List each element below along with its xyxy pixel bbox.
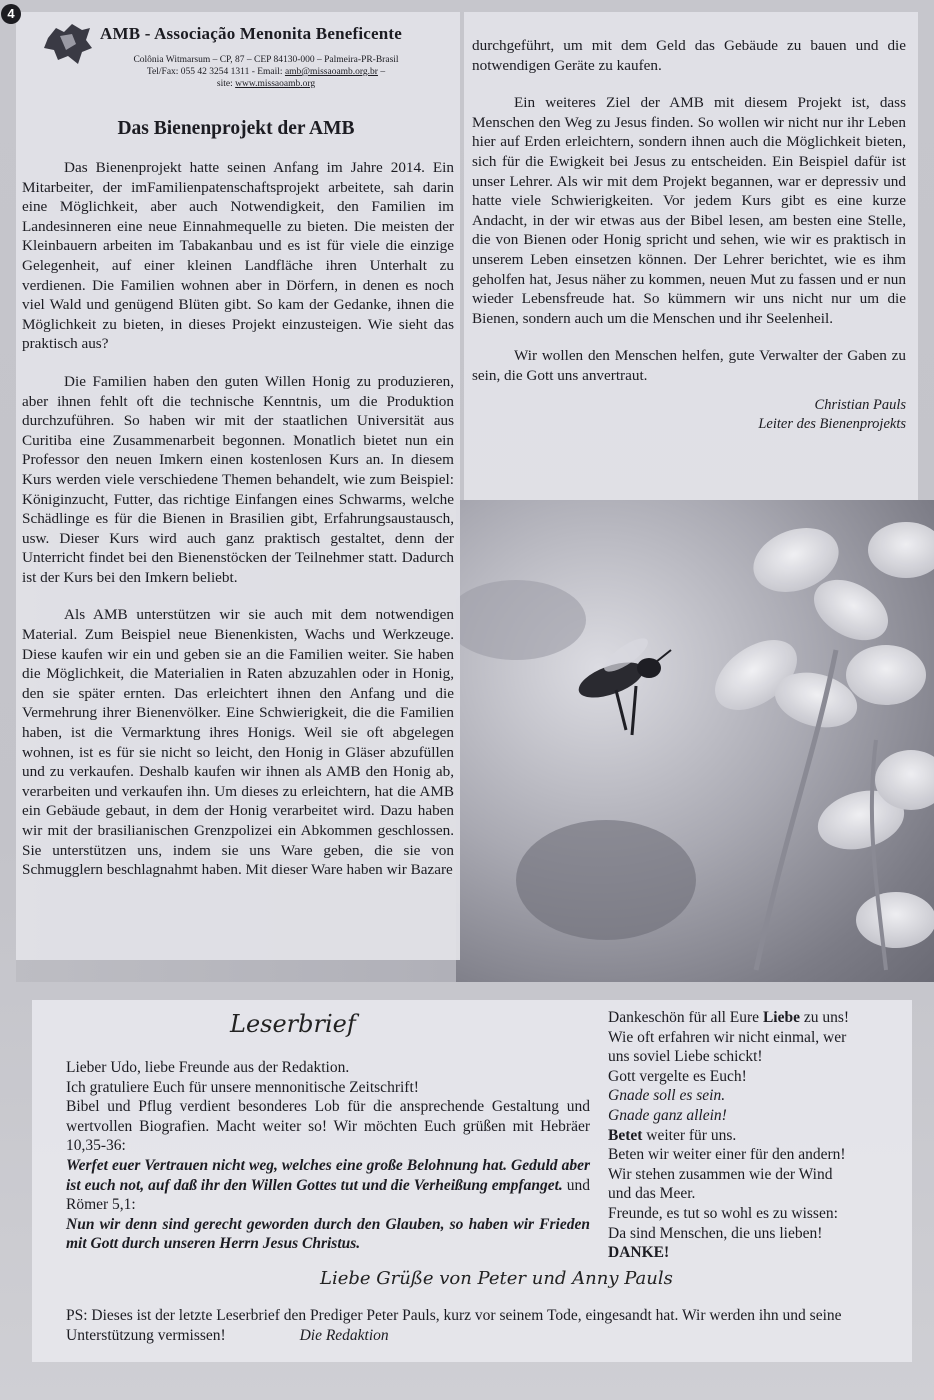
article-paragraph: Als AMB unterstützen wir sie auch mit dem notwendigen Material. Zum Beispiel neue Bienenkisten, Wachs und Werkzeuge. Diese kaufen wir ein und geben sie an die Familien weiter. Sie haben die Möglichkeit, die Materialien in Raten abzuzahlen oder in Honig, den sie später ernten. Das erleichtert ihnen den Anfang und die Vermehrung ihrer Bienenvölker. Eine Schwierigkeit, die die Familien haben, ist die Vermarktung ihres Honigs. Weil sie oft abgelegen wohnen, ist es für sie nicht so leicht, den Honig in Gläser abzufüllen und zu verkaufen. Deshalb kaufen wir ihnen als AMB den Honig ab, verarbeiten und verkaufen ihn. Um dieses zu erleichtern, hat die AMB ein Gebäude gebaut, in dem der Honig verarbeitet wird. Dazu haben wir mit der brasilianischen Grenzpolizei ein Abkommen geschlossen. Sie unterstützen uns, indem sie uns Ware geben, die sie von Schmugglern beschlagnahmt haben. Mit dieser Ware haben wir Bazare: [22, 606, 454, 879]
letter-line: [608, 1126, 898, 1146]
article-continuation: durchgeführt, um mit dem Geld das Gebäude zu bauen und die notwendigen Geräte zu kaufen.: [472, 37, 906, 74]
text: zu uns!: [799, 1009, 850, 1026]
article-title: Das Bienenprojekt der AMB: [117, 118, 355, 139]
bible-quote: [66, 1156, 590, 1215]
letter-line: uns soviel Liebe schickt!: [608, 1048, 763, 1066]
letter-line: Gnade ganz allein!: [608, 1106, 727, 1124]
quote-romans-ref: und Römer 5,1:: [66, 1176, 590, 1214]
site-label: site:: [216, 79, 236, 89]
letter-line: Freunde, es tut so wohl es zu wissen:: [608, 1204, 838, 1222]
letter-line: Ich gratuliere Euch für unsere mennonitische Zeitschrift!: [66, 1078, 419, 1096]
letter-right-column: [608, 1008, 898, 1263]
site-link[interactable]: www.missaoamb.org: [235, 79, 316, 89]
article-paragraph: Wir wollen den Menschen helfen, gute Verwalter der Gaben zu sein, die Gott uns anvertraut.: [472, 347, 906, 384]
contact-label: Tel/Fax: 055 42 3254 1311 - Email:: [146, 67, 285, 77]
org-phone-email: [72, 66, 460, 78]
org-address: Colônia Witmarsum – CP, 87 – CEP 84130-000 – Palmeira-PR-Brasil: [133, 55, 399, 65]
org-name: AMB - Associação Menonita Beneficente: [100, 24, 403, 43]
page-number-badge: 4: [1, 4, 21, 24]
letter-line: Gott vergelte es Euch!: [608, 1067, 747, 1085]
article-paragraph: Ein weiteres Ziel der AMB mit diesem Projekt ist, dass Menschen den Weg zu Jesus finden. So wollen wir nicht nur ihr Leben hier auf Erden erleichtern, sondern ihnen auch die Möglichkeit bieten, sich für die Ewigkeit bei Jesus zu entscheiden. Ein Beispiel dafür ist unser Lehrer. Als wir mit dem Projekt begannen, war er depressiv und hatte viele Schwierigkeiten. Vor jedem Kurs gibt es eine kurze Andacht, in der wir etwas aus der Bibel lesen, am besten eine Stelle, die von Bienen oder Honig spricht und sehen, wie wir es praktisch in unserem Leben einsetzen können. Der Lehrer berichtet, wie es ihm geholfen hat, Jesus näher zu kommen, neuen Mut zu fassen und er nun wieder Lebensfreude hat. So kümmern wir uns nicht nur um die Bienen, sondern auch um die Menschen und ihr Seelenheil.: [472, 94, 906, 327]
letter-line: Wir stehen zusammen wie der Wind: [608, 1165, 833, 1183]
letter-title: Leserbrief: [230, 1010, 356, 1038]
letter-line: Gnade soll es sein.: [608, 1087, 726, 1105]
article-right-column: [472, 36, 906, 434]
emphasis-liebe: Liebe: [762, 1009, 800, 1026]
letter-greeting: Liebe Grüße von Peter und Anny Pauls: [320, 1268, 673, 1289]
author-name: Christian Pauls: [814, 396, 906, 413]
letter-line: DANKE!: [608, 1244, 670, 1262]
quote-hebrews: Werfet euer Vertrauen nicht weg, welches eine große Belohnung hat. Geduld aber ist euch not, auf daß ihr den Willen Gottes tut und die Verheißung empfanget.: [66, 1156, 590, 1194]
letter-line: und das Meer.: [608, 1185, 696, 1203]
bee: [574, 633, 671, 735]
letter-line: Wie oft erfahren wir nicht einmal, wer: [608, 1028, 847, 1046]
text: Dankeschön für all Eure: [608, 1009, 763, 1026]
article-paragraph: Die Familien haben den guten Willen Honig zu produzieren, aber ihnen fehlt oft die technische Kenntnis, um die Produktion durchzuführen. So haben wir mit der staatlichen Universität aus Curitiba eine Zusammenarbeit begonnen. Monatlich bietet nun ein Professor den neuen Imkern einen kostenlosen Kurs an. In diesem Kurs werden viele verschiedene Themen behandelt, wie zum Beispiel: Königinzucht, Futter, das richtige Einfangen eines Schwarms, welche Schädlinge es für die Bienen in Brasilien gibt, Erfahrungsaustausch, usw. Dieser Kurs wird auch ganz praktisch gestaltet, denn der Unterricht findet bei den Bienenstöcken der Teilnehmer statt. Dadurch ist der Kurs bei den Imkern beliebt.: [22, 372, 454, 586]
bee-photo: [456, 500, 934, 982]
letter-postscript: [66, 1306, 896, 1345]
emphasis-betet: Betet: [608, 1126, 643, 1144]
email-link[interactable]: amb@missaoamb.org.br: [284, 67, 378, 77]
letter-line: Lieber Udo, liebe Freunde aus der Redaktion.: [66, 1059, 350, 1076]
text: weiter für uns.: [642, 1126, 737, 1144]
letter-line: Da sind Menschen, die uns lieben!: [608, 1224, 823, 1242]
letter-line: [608, 1008, 898, 1028]
ps-text: PS: Dieses ist der letzte Leserbrief den Prediger Peter Pauls, kurz vor seinem Tode, eingesandt hat. Wir werden ihn und seine Unterstützung vermissen!: [66, 1307, 842, 1344]
author-role: Leiter des Bienenprojekts: [758, 415, 906, 432]
org-site: [72, 78, 460, 90]
letter-left-column: [66, 1058, 590, 1254]
letter-line: Beten wir weiter einer für den andern!: [608, 1146, 846, 1164]
letter-line: Bibel und Pflug verdient besonderes Lob für die ansprechende Gestaltung und wertvollen Biografien. Macht weiter so! Wir möchten Euch grüßen mit Hebräer 10,35-36:: [66, 1098, 590, 1155]
article-left-column: [22, 158, 454, 898]
ps-signature: Die Redaktion: [299, 1326, 389, 1344]
quote-romans: Nun wir denn sind gerecht geworden durch den Glauben, so haben wir Frieden mit Gott durch unseren Herrn Jesus Christus.: [66, 1215, 590, 1253]
article-paragraph: Das Bienenprojekt hatte seinen Anfang im Jahre 2014. Ein Mitarbeiter, der imFamilienpatenschaftsprojekt arbeitete, sah darin eine Möglichkeit, aber auch Notwendigkeit, den Familien im Landesinneren eine neue Einnahmequelle zu bieten. Die meisten der Kleinbauern arbeiten im Tabakanbau und es ist für viele die einzige Gelegenheit, auf einer kleinen Landfläche ihren Unterhalt zu verdienen. Die Familien wohnen aber in Dörfern, in denen es noch viel Wald und genügend Blüten gibt. So kam der Gedanke, ihnen die Möglichkeit zu bieten, in dieses Projekt einzusteigen. Wie sieht das praktisch aus?: [22, 159, 454, 353]
contact-separator: –: [377, 67, 386, 77]
org-contact: [72, 54, 460, 90]
